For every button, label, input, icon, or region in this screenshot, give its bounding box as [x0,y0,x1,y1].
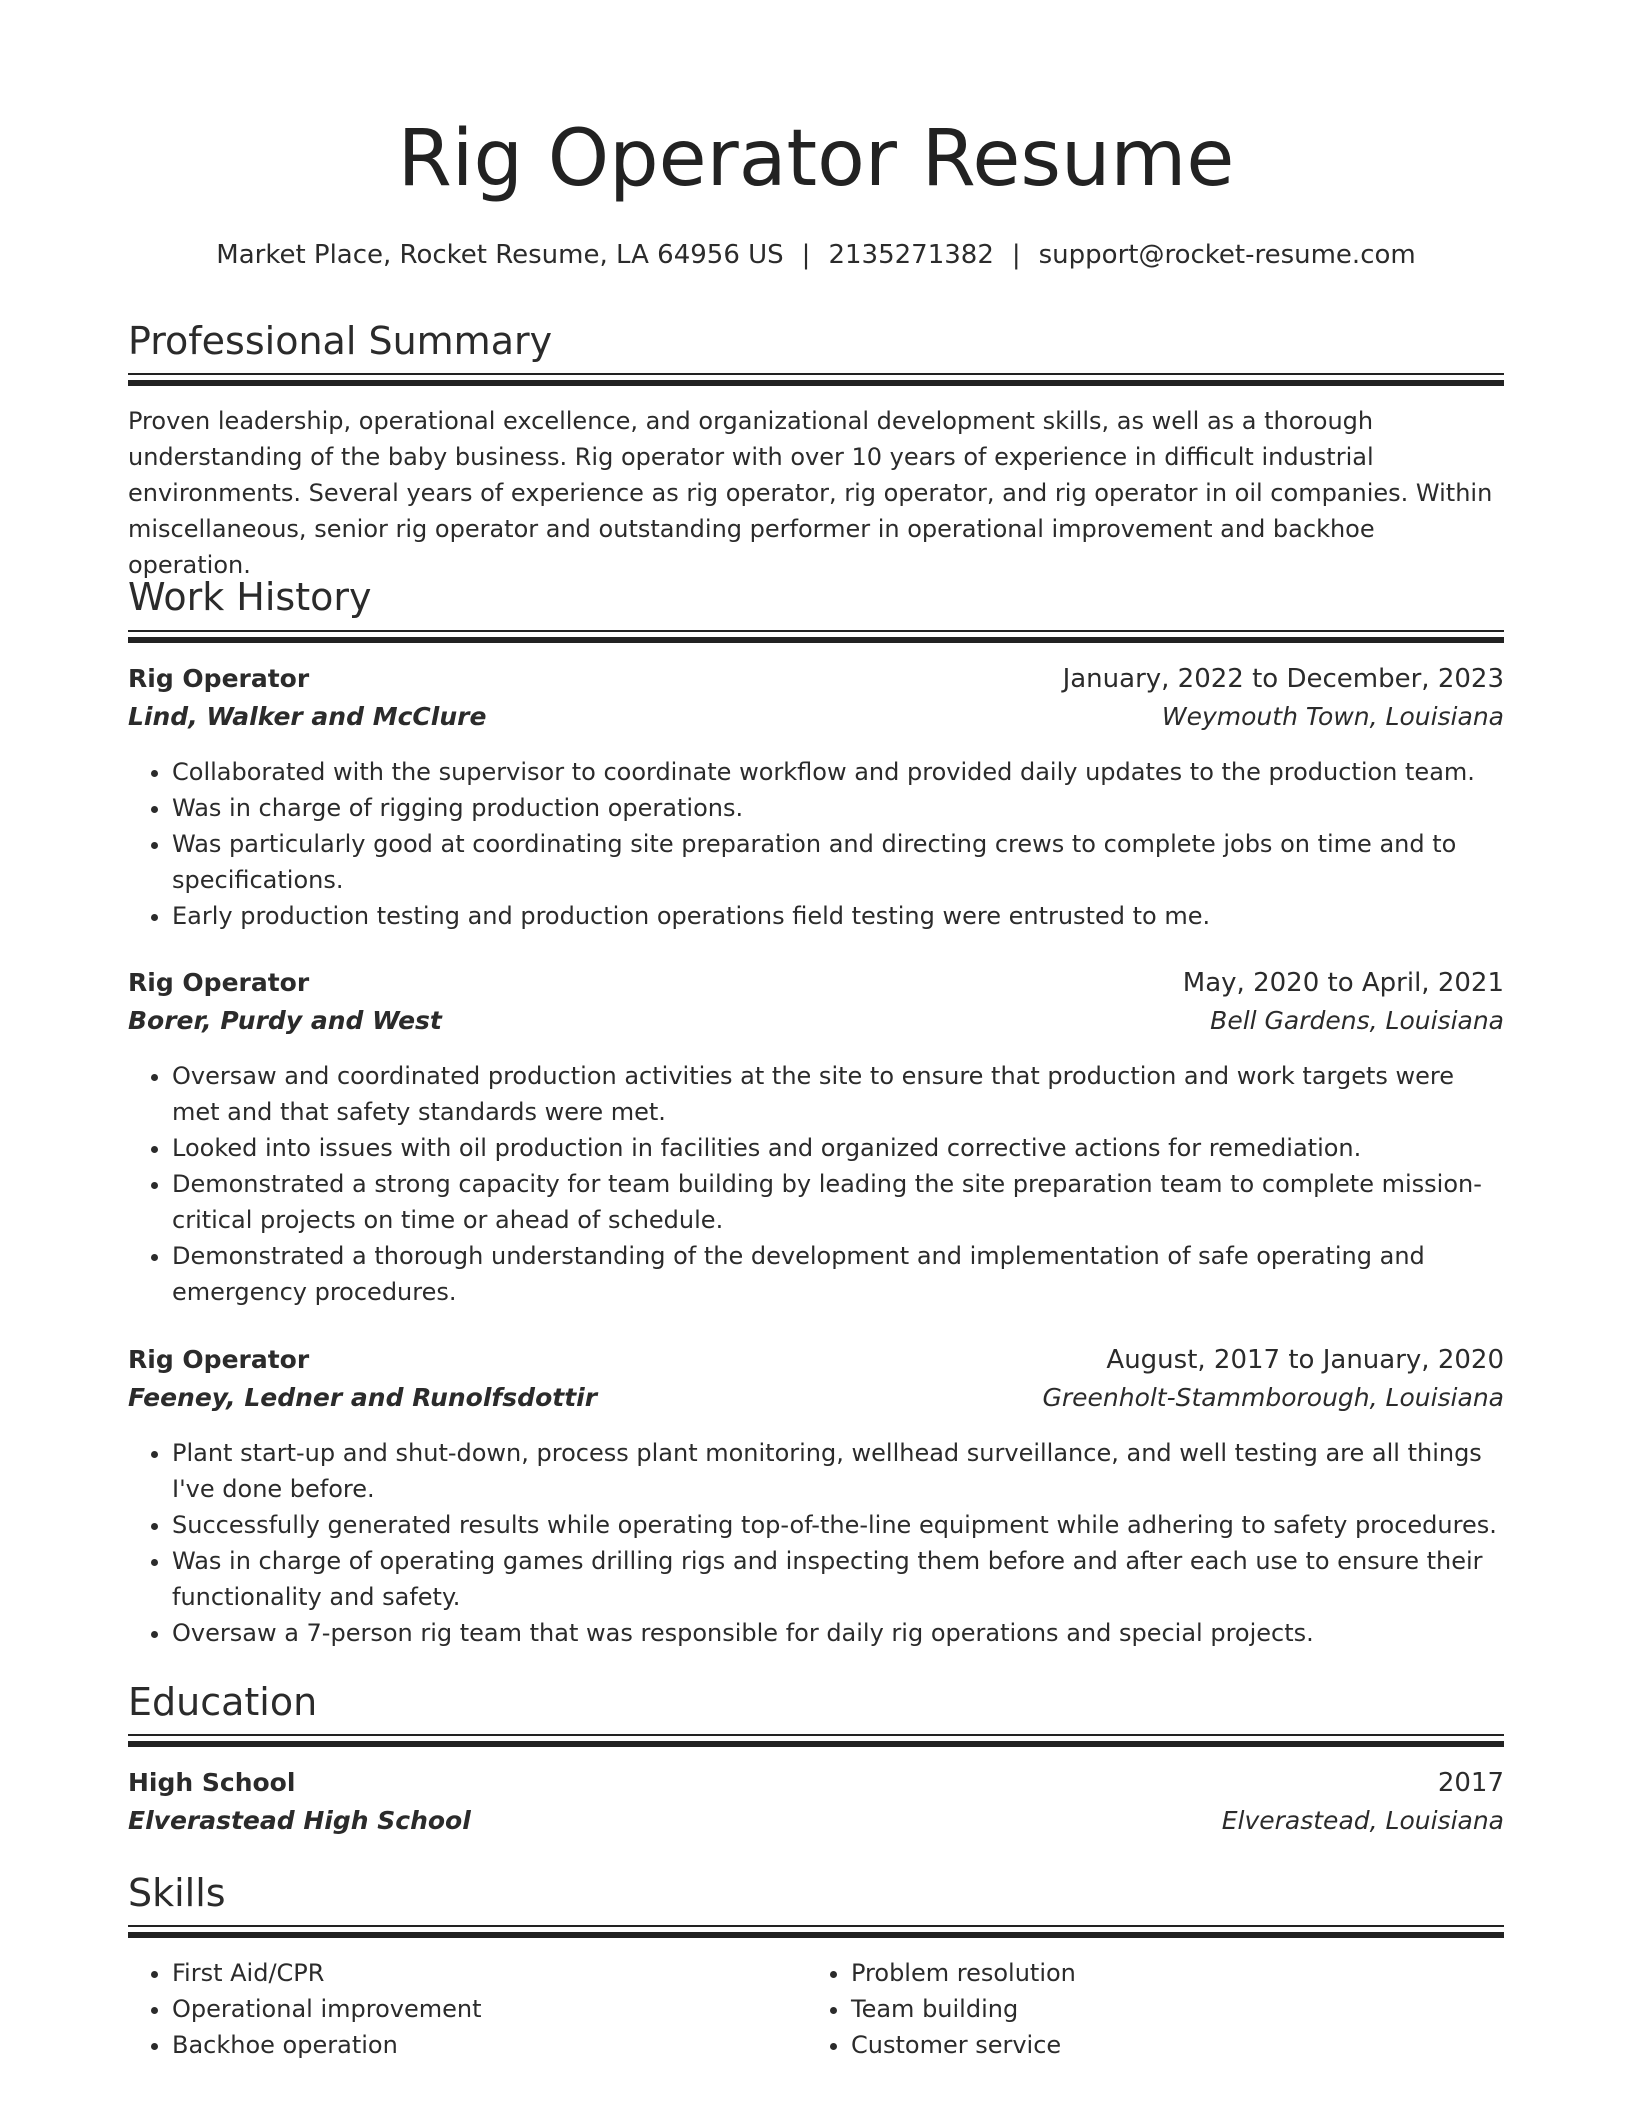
job-location: Weymouth Town, Louisiana [1161,702,1504,731]
section-divider [128,373,1504,387]
company-name: Lind, Walker and McClure [128,702,487,731]
contact-address: Market Place, Rocket Resume, LA 64956 US [216,240,784,270]
resume-title: Rig Operator Resume [397,114,1235,204]
list-item: • Early production testing and production operations field testing were entrusted to me. [172,898,1504,934]
job-dates: August, 2017 to January, 2020 [1106,1345,1504,1375]
skill-item: • Operational improvement [172,1991,802,2027]
job-location: Bell Gardens, Louisiana [1210,1006,1504,1035]
contact-phone: 2135271382 [828,240,994,270]
list-item: • Was in charge of rigging production operations. [172,790,1504,826]
degree: High School [128,1768,296,1797]
contact-line [128,240,1504,270]
job-bullets [128,1435,1504,1651]
section-title-skills: Skills [128,1871,226,1915]
list-item: • Demonstrated a thorough understanding of the development and implementation of safe operating and emergency procedures. [172,1238,1504,1310]
company-name: Feeney, Ledner and Runolfsdottir [128,1383,598,1412]
contact-separator: | [801,240,811,270]
contact-separator: | [1011,240,1021,270]
job-entry [128,664,1504,934]
skill-item: • Customer service [851,2027,1481,2063]
job-dates: May, 2020 to April, 2021 [1182,968,1504,998]
section-title-work-history: Work History [128,575,372,619]
job-entry [128,1345,1504,1651]
education-entry [128,1768,1504,1844]
skill-item: • Team building [851,1991,1481,2027]
skills-column [807,1955,1481,2063]
school-name: Elverastead High School [128,1806,471,1835]
school-location: Elverastead, Louisiana [1221,1806,1504,1835]
list-item: • Collaborated with the supervisor to coordinate workflow and provided daily updates to the production team. [172,754,1504,790]
graduation-year: 2017 [1437,1768,1504,1798]
contact-email: support@rocket-resume.com [1038,240,1416,270]
section-title-education: Education [128,1680,318,1724]
list-item: • Looked into issues with oil production in facilities and organized corrective actions for remediation. [172,1130,1504,1166]
skill-item: • Backhoe operation [172,2027,802,2063]
list-item: • Demonstrated a strong capacity for team building by leading the site preparation team to complete mission-critical projects on time or ahead of schedule. [172,1166,1504,1238]
job-dates: January, 2022 to December, 2023 [1062,664,1504,694]
list-item: • Successfully generated results while operating top-of-the-line equipment while adhering to safety procedures. [172,1507,1504,1543]
section-divider [128,1925,1504,1939]
list-item: • Was in charge of operating games drilling rigs and inspecting them before and after each use to ensure their functionality and safety. [172,1543,1504,1615]
summary-text: Proven leadership, operational excellence, and organizational development skills, as well as a thorough understanding of the baby business. Rig operator with over 10 years of experience in difficult industrial environments. Several years of experience as rig operator, rig operator, and rig operator in oil companies. Within miscellaneous, senior rig operator and outstanding performer in operational improvement and backhoe operation. [128,407,1493,579]
list-item: • Plant start-up and shut-down, process plant monitoring, wellhead surveillance, and well testing are all things I've done before. [172,1435,1504,1507]
job-title: Rig Operator [128,664,310,693]
job-title: Rig Operator [128,1345,310,1374]
list-item: • Oversaw and coordinated production activities at the site to ensure that production and work targets were met and that safety standards were met. [172,1058,1504,1130]
company-name: Borer, Purdy and West [128,1006,442,1035]
job-bullets [128,1058,1504,1310]
skill-item: • Problem resolution [851,1955,1481,1991]
job-location: Greenholt-Stammborough, Louisiana [1042,1383,1504,1412]
job-entry [128,968,1504,1310]
skills-column [128,1955,802,2063]
job-title: Rig Operator [128,968,310,997]
section-divider [128,1734,1504,1748]
list-item: • Was particularly good at coordinating site preparation and directing crews to complete jobs on time and to specifications. [172,826,1504,898]
skill-item: • First Aid/CPR [172,1955,802,1991]
section-title-summary: Professional Summary [128,319,553,363]
list-item: • Oversaw a 7-person rig team that was responsible for daily rig operations and special projects. [172,1615,1504,1651]
section-divider [128,630,1504,644]
job-bullets [128,754,1504,934]
